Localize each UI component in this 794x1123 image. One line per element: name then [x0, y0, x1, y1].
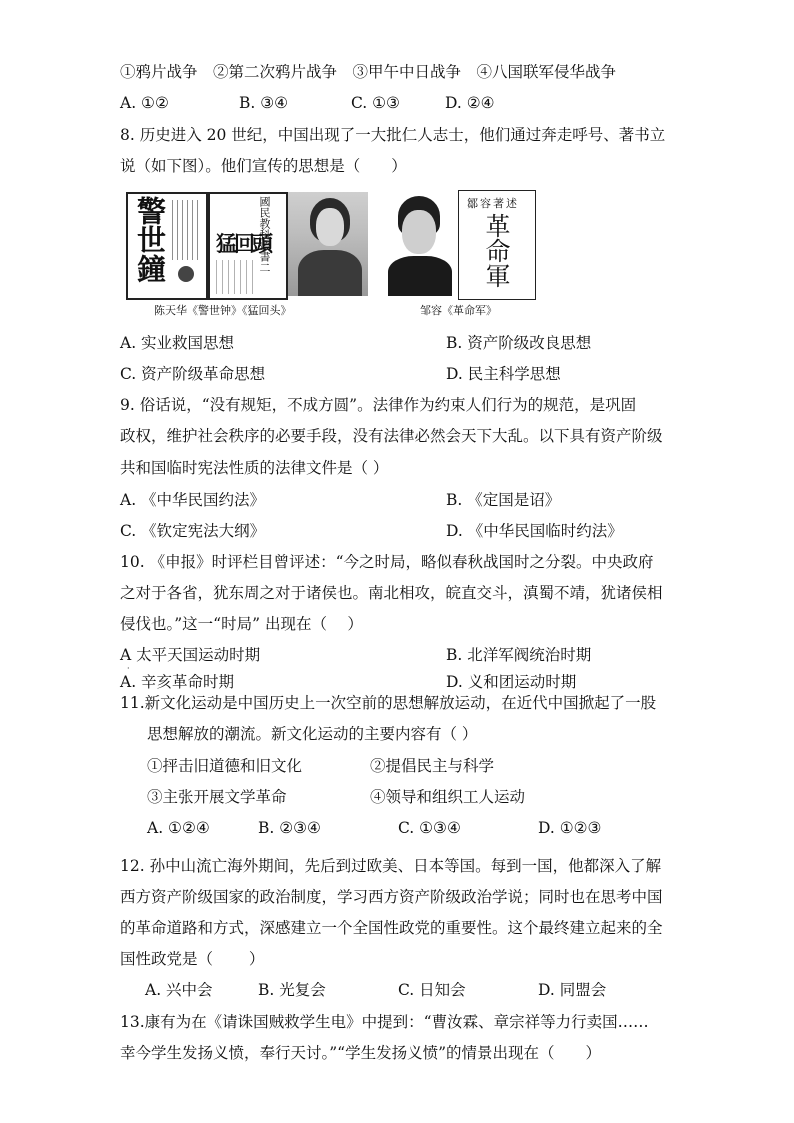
q13-stem-line2: 幸今学生发扬义愤，奉行天讨。”“学生发扬义愤”的情景出现在（ ） — [120, 1044, 602, 1062]
portrait-face — [402, 210, 436, 254]
book-header-gemingjun: 鄒容著述 — [467, 197, 519, 210]
q12-stem-line1: 12. 孙中山流亡海外期间，先后到过欧美、日本等国。每到一国，他都深入了解 — [120, 857, 662, 875]
q11-item-2: ②提倡民主与科学 — [370, 757, 495, 775]
q10-option-c: A. 辛亥革命时期 — [120, 673, 235, 691]
portrait-body — [298, 250, 362, 296]
book-title-jingshizhong: 警世鐘 — [133, 196, 167, 283]
q12-option-b: B. 光复会 — [258, 981, 326, 999]
q11-item-1: ①抨击旧道德和旧文化 — [147, 757, 303, 775]
q9-option-a: A. 《中华民国约法》 — [120, 491, 266, 509]
book-cover-menghuitou — [208, 192, 288, 300]
q10-stem-line1: 10. 《申报》时评栏目曾评述：“今之时局，略似春秋战国时之分裂。中央政府 — [120, 553, 654, 571]
portrait-zou-rong — [386, 192, 454, 296]
q8-option-a: A. 实业救国思想 — [120, 334, 235, 352]
q12-option-c: C. 日知会 — [398, 981, 466, 999]
portrait-body — [388, 256, 452, 296]
q11-option-d: D. ①②③ — [538, 819, 602, 837]
q10-stem-line2: 之对于各省，犹东周之对于诸侯也。南北相攻，皖直交斗，滇蜀不靖，犹诸侯相 — [120, 584, 663, 602]
q9-stem-line1: 9. 俗话说，“没有规矩，不成方圆”。法律作为约束人们行为的规范，是巩固 — [120, 396, 637, 414]
figure-caption-chen: 陈天华《警世钟》《猛回头》 — [154, 304, 292, 317]
q10-option-a: A 太平天国运动时期 — [120, 646, 261, 664]
q8-option-d: D. 民主科学思想 — [446, 365, 561, 383]
book-seal — [178, 266, 194, 282]
book-title-gemingjun: 革命軍 — [482, 213, 511, 288]
q8-option-c: C. 资产阶级革命思想 — [120, 365, 266, 383]
q11-option-a: A. ①②④ — [147, 819, 210, 837]
q8-option-b: B. 资产阶级改良思想 — [446, 334, 592, 352]
portrait-chen-tianhua — [288, 192, 368, 296]
q11-item-3: ③主张开展文学革命 — [147, 788, 287, 806]
q11-stem-line1: 11.新文化运动是中国历史上一次空前的思想解放运动，在近代中国掀起了一股 — [120, 694, 657, 712]
q10-stem-line3: 侵伐也。”这一“时局” 出现在（ ） — [120, 615, 363, 633]
stray-dot: · — [127, 664, 130, 673]
q12-option-a: A. 兴中会 — [145, 981, 213, 999]
q9-option-c: C. 《钦定宪法大纲》 — [120, 522, 266, 540]
q8-figure — [124, 188, 536, 318]
book-title-menghuitou: 猛回頭 — [216, 231, 270, 256]
q11-stem-line2: 思想解放的潮流。新文化运动的主要内容有（ ） — [147, 725, 478, 743]
q9-option-b: B. 《定国是诏》 — [446, 491, 561, 509]
q9-stem-line3: 共和国临时宪法性质的法律文件是（ ） — [120, 459, 389, 477]
q10-option-d: D. 义和团运动时期 — [446, 673, 577, 691]
figure-caption-zou: 邹容《革命军》 — [420, 304, 497, 317]
book-notes — [216, 260, 256, 294]
book-cover-jingshizhong — [126, 192, 208, 300]
q7-option-b: B. ③④ — [239, 94, 289, 112]
q12-stem-line3: 的革命道路和方式，深感建立一个全国性政党的重要性。这个最终建立起来的全 — [120, 919, 663, 937]
q9-option-d: D. 《中华民国临时约法》 — [446, 522, 623, 540]
q8-stem-line1: 8. 历史进入 20 世纪，中国出现了一大批仁人志士，他们通过奔走呼号、著书立 — [120, 126, 666, 144]
book-header-menghuitou: 國民教科叢書二 — [258, 196, 271, 273]
q11-item-4: ④领导和组织工人运动 — [370, 788, 526, 806]
q13-stem-line1: 13.康有为在《请诛国贼救学生电》中提到：“曹汝霖、章宗祥等力行卖国…… — [120, 1013, 649, 1031]
q7-option-d: D. ②④ — [445, 94, 495, 112]
q11-option-c: C. ①③④ — [398, 819, 461, 837]
q11-option-b: B. ②③④ — [258, 819, 321, 837]
book-cover-gemingjun — [458, 190, 536, 300]
book-notes — [172, 200, 202, 260]
q10-option-b: B. 北洋军阀统治时期 — [446, 646, 592, 664]
q8-stem-line2: 说（如下图）。他们宣传的思想是（ ） — [120, 157, 407, 175]
q7-option-a: A. ①② — [120, 94, 169, 112]
q7-option-c: C. ①③ — [351, 94, 400, 112]
q12-stem-line4: 国性政党是（ ） — [120, 950, 265, 968]
q9-stem-line2: 政权，维护社会秩序的必要手段，没有法律必然会天下大乱。以下具有资产阶级 — [120, 427, 663, 445]
q12-stem-line2: 西方资产阶级国家的政治制度，学习西方资产阶级政治学说；同时也在思考中国 — [120, 888, 663, 906]
q7-items: ①鸦片战争 ②第二次鸦片战争 ③甲午中日战争 ④八国联军侵华战争 — [120, 63, 617, 81]
q12-option-d: D. 同盟会 — [538, 981, 607, 999]
portrait-face — [316, 208, 344, 246]
